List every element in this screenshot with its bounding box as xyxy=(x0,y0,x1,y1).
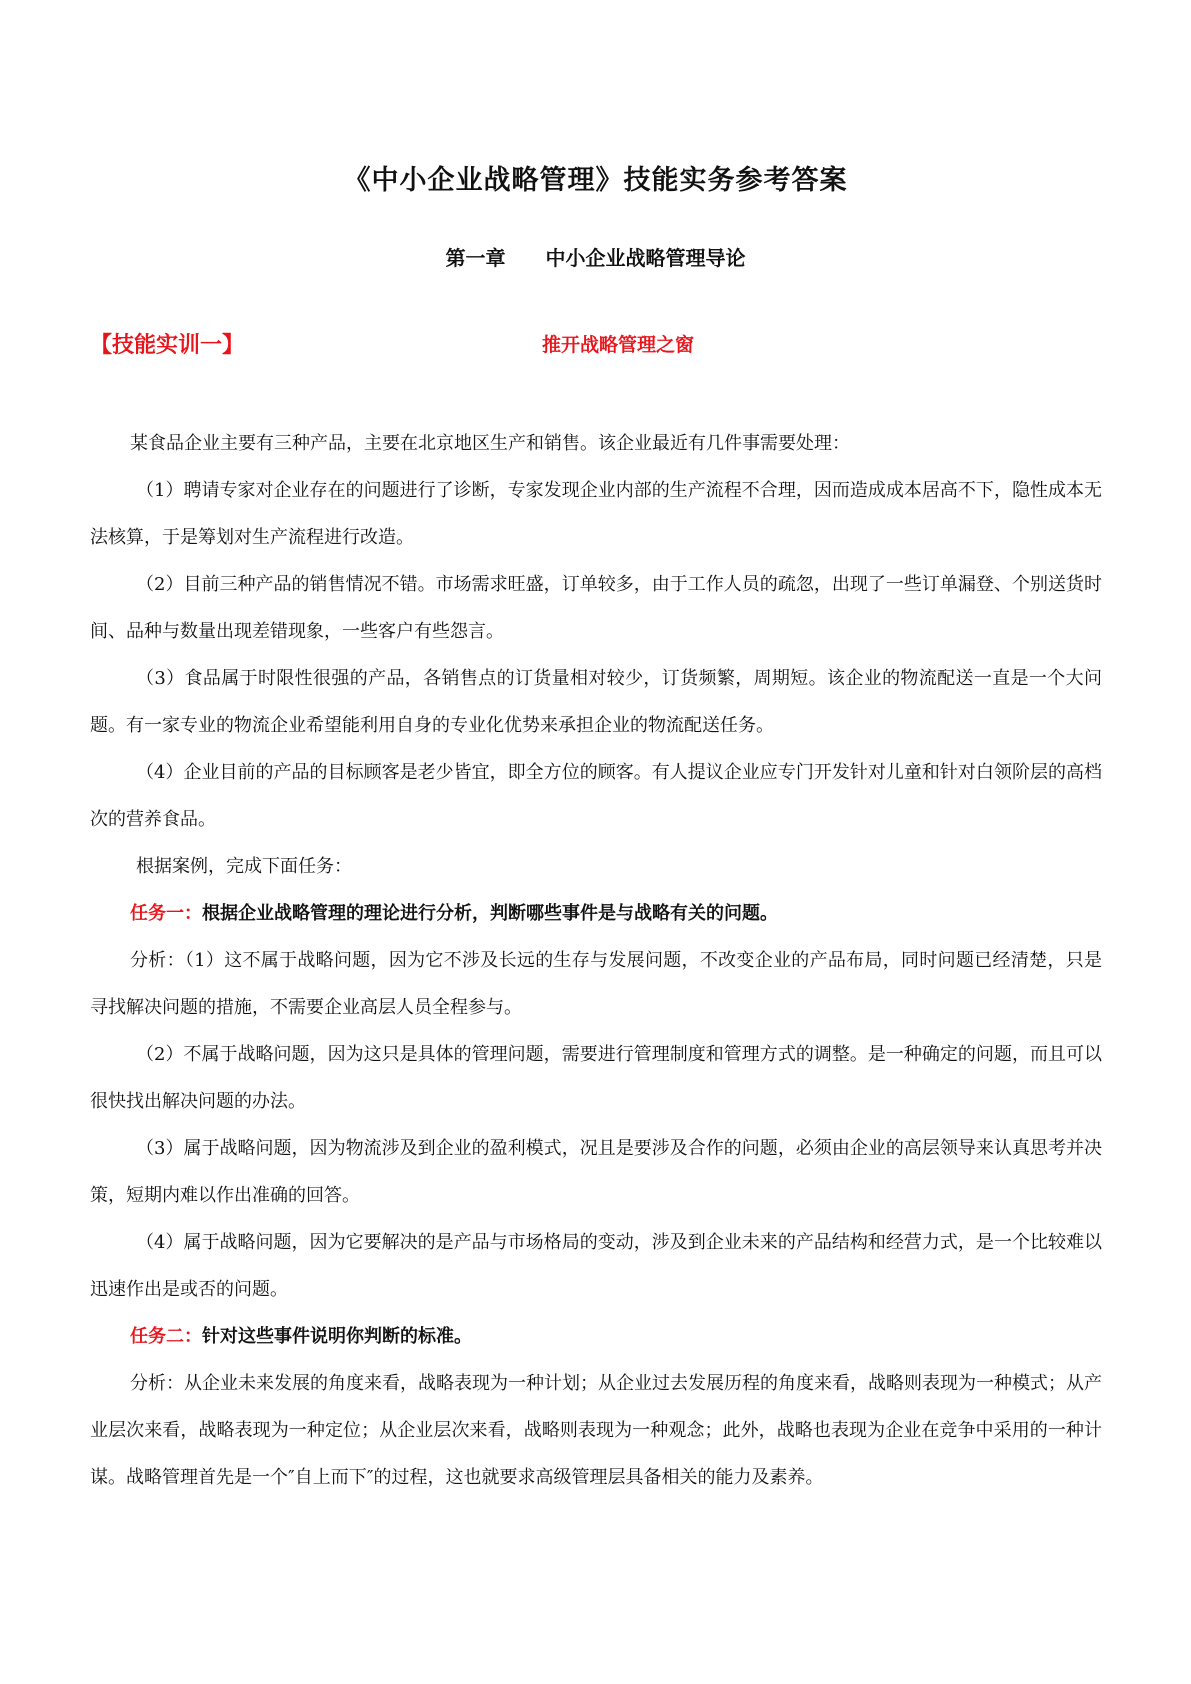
section-label: 【技能实训一】 xyxy=(90,332,245,358)
case-intro: 某食品企业主要有三种产品，主要在北京地区生产和销售。该企业最近有几件事需要处理： xyxy=(130,433,850,454)
section-title: 推开战略管理之窗 xyxy=(542,334,695,356)
chapter-heading xyxy=(0,242,1191,271)
document-title: 《中小企业战略管理》技能实务参考答案 xyxy=(343,165,848,196)
case-item-1: （1）聘请专家对企业存在的问题进行了诊断，专家发现企业内部的生产流程不合理，因而造成成本居高不下，隐性成本无法核算，于是筹划对生产流程进行改造。 xyxy=(90,480,1102,548)
analysis-1-item-1: 分析：（1）这不属于战略问题，因为它不涉及长远的生存与发展问题，不改变企业的产品布局，同时问题已经清楚，只是寻找解决问题的措施，不需要企业高层人员全程参与。 xyxy=(90,950,1102,1018)
case-item-3: （3）食品属于时限性很强的产品，各销售点的订货量相对较少，订货频繁，周期短。该企业的物流配送一直是一个大问题。有一家专业的物流企业希望能利用自身的专业化优势来承担企业的物流配送任务。 xyxy=(90,668,1102,736)
case-item-2: （2）目前三种产品的销售情况不错。市场需求旺盛，订单较多，由于工作人员的疏忽，出现了一些订单漏登、个别送货时间、品种与数量出现差错现象，一些客户有些怨言。 xyxy=(90,574,1102,642)
task-1-label: 任务一： xyxy=(130,903,202,924)
task-1 xyxy=(90,890,1102,937)
document-body xyxy=(90,420,1102,1501)
task-prompt: 根据案例，完成下面任务： xyxy=(136,856,352,877)
analysis-2: 分析：从企业未来发展的角度来看，战略表现为一种计划；从企业过去发展历程的角度来看，战略则表现为一种模式；从产业层次来看，战略表现为一种定位；从企业层次来看，战略则表现为一种观念；此外，战略也表现为企业在竞争中采用的一种计谋。战略管理首先是一个″自上而下″的过程，这也就要求高级管理层具备相关的能力及素养。 xyxy=(90,1373,1102,1488)
chapter-name: 中小企业战略管理导论 xyxy=(545,246,746,270)
task-2-text: 针对这些事件说明你判断的标准。 xyxy=(202,1326,472,1347)
chapter-number: 第一章 xyxy=(445,246,506,270)
analysis-1-item-4: （4）属于战略问题，因为它要解决的是产品与市场格局的变动，涉及到企业未来的产品结构和经营力式，是一个比较难以迅速作出是或否的问题。 xyxy=(90,1232,1102,1300)
task-2 xyxy=(90,1313,1102,1360)
task-2-label: 任务二： xyxy=(130,1326,202,1347)
section-heading xyxy=(90,328,1100,360)
analysis-1-item-2: （2）不属于战略问题，因为这只是具体的管理问题，需要进行管理制度和管理方式的调整。是一种确定的问题，而且可以很快找出解决问题的办法。 xyxy=(90,1044,1102,1112)
task-1-text: 根据企业战略管理的理论进行分析，判断哪些事件是与战略有关的问题。 xyxy=(202,903,778,924)
analysis-1-item-3: （3）属于战略问题，因为物流涉及到企业的盈利模式，况且是要涉及合作的问题，必须由企业的高层领导来认真思考并决策，短期内难以作出准确的回答。 xyxy=(90,1138,1102,1206)
case-item-4: （4）企业目前的产品的目标顾客是老少皆宜，即全方位的顾客。有人提议企业应专门开发针对儿童和针对白领阶层的高档次的营养食品。 xyxy=(90,762,1102,830)
